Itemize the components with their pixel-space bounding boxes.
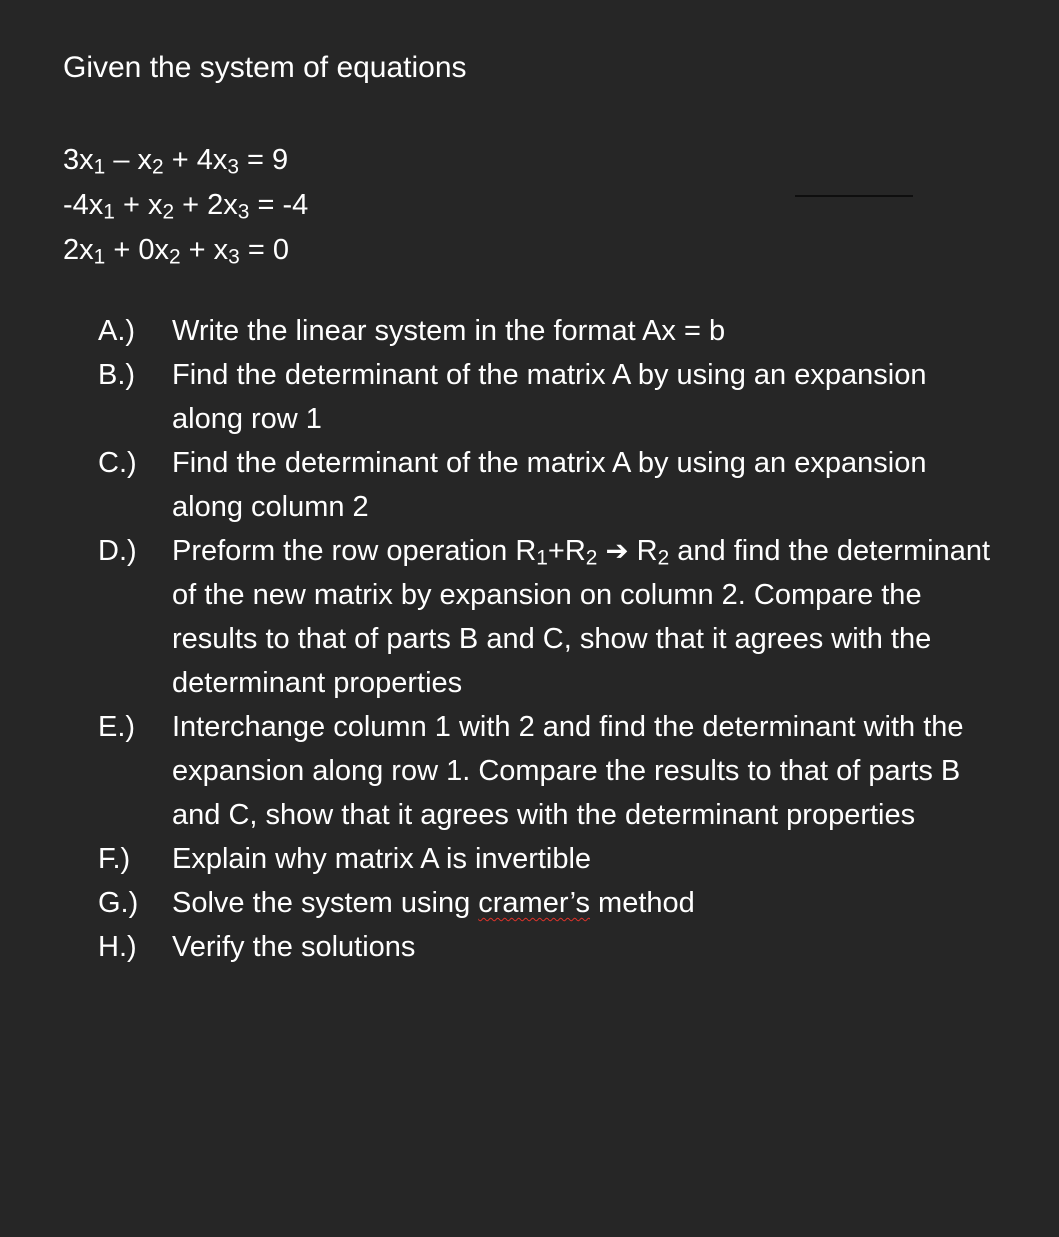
right-arrow-icon: ➔: [605, 535, 629, 567]
question-text: Find the determinant of the matrix A by using an expansion along row 1: [172, 359, 927, 435]
equation-1: $3x_1 - x_2 + 4x_3 = 9$: [63, 144, 289, 179]
question-f: [98, 837, 998, 881]
question-e: [98, 705, 998, 837]
question-c: [98, 441, 998, 529]
question-a: [98, 309, 998, 353]
question-d: [98, 529, 998, 705]
intro-text: Given the system of equations: [63, 51, 467, 84]
question-h: [98, 925, 998, 969]
question-g: [98, 881, 998, 925]
question-text: Explain why matrix A is invertible: [172, 843, 592, 875]
equation-system: [63, 138, 308, 273]
question-label: H.): [98, 931, 137, 963]
question-label: E.): [98, 711, 136, 743]
horizontal-rule: [795, 195, 913, 197]
question-label: F.): [98, 843, 131, 875]
question-label: G.): [98, 887, 139, 919]
question-label: A.): [98, 315, 136, 347]
question-text: Write the linear system in the format Ax = b: [172, 315, 726, 347]
question-text: Interchange column 1 with 2 and find the determinant with the expansion along row 1. Compare the results to that of parts B and C, show that it agrees with the determinant properties: [172, 711, 964, 831]
equation-2: $-4x_1 + x_2 + 2x_3 = -4$: [63, 189, 309, 224]
question-b: [98, 353, 998, 441]
question-text: Preform the row operation $R_1+R_2$ ➔ $R_2$ and find the determinant of the new matrix by expansion on column 2. Compare the results to that of parts B and C, show that it agrees with the determinant properties: [172, 535, 991, 699]
question-list: [98, 309, 998, 969]
question-text: Find the determinant of the matrix A by using an expansion along column 2: [172, 447, 927, 523]
equation-3: $2x_1 + 0x_2 + x_3 = 0$: [63, 234, 289, 269]
question-label: C.): [98, 447, 137, 479]
question-label: D.): [98, 535, 137, 567]
question-text: Solve the system using cramer’s method: [172, 887, 695, 919]
question-label: B.): [98, 359, 136, 391]
spellcheck-word[interactable]: cramer’s: [478, 887, 590, 919]
question-text: Verify the solutions: [172, 931, 416, 963]
